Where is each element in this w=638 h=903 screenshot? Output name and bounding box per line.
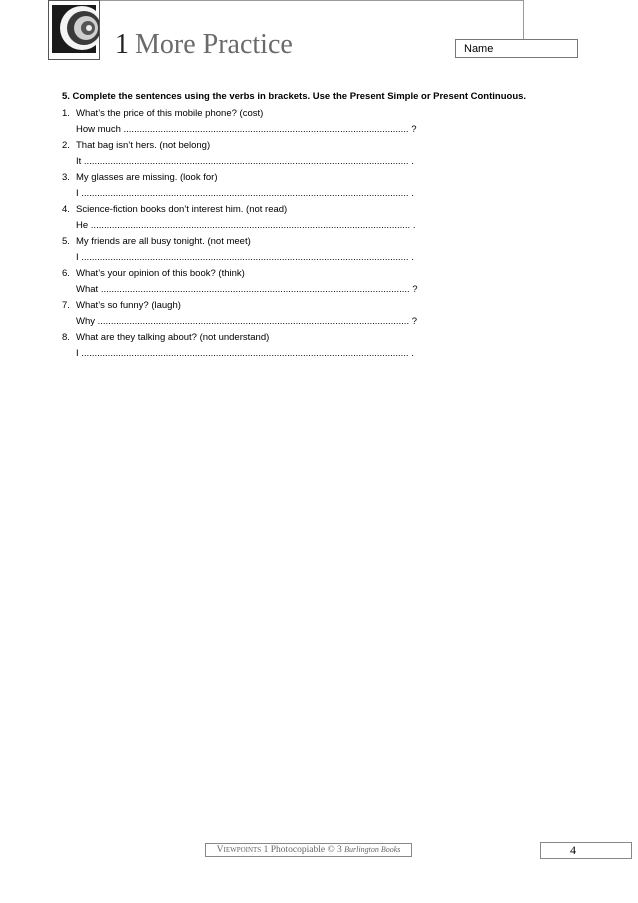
question-text: My friends are all busy tonight. (not meet): [76, 236, 251, 247]
question-line: [62, 266, 562, 282]
unit-number: 1: [115, 29, 129, 60]
answer-end: ?: [411, 124, 417, 135]
answer-start: How much: [76, 124, 121, 135]
answer-line[interactable]: [62, 250, 426, 266]
header-vertical-rule: [523, 0, 524, 40]
answer-start: I: [76, 348, 79, 359]
footer-credit: [205, 843, 412, 857]
answer-blank[interactable]: ............................................................................................................................: [81, 188, 409, 199]
footer-publisher: Burlington Books: [344, 845, 401, 854]
question-line: [62, 170, 562, 186]
name-label: Name: [464, 43, 494, 55]
question-text: What’s so funny? (laugh): [76, 300, 181, 311]
exercise-instruction: 5. Complete the sentences using the verbs in brackets. Use the Present Simple or Present Continuous.: [62, 91, 527, 102]
answer-blank[interactable]: .....................................................................................................................: [100, 284, 410, 295]
name-field[interactable]: [455, 39, 578, 58]
answer-end: ?: [412, 284, 418, 295]
footer-level: 1: [263, 845, 269, 855]
answer-end: .: [411, 156, 414, 167]
question-line: [62, 298, 562, 314]
question-line: [62, 202, 562, 218]
page-number-text: 4: [570, 843, 576, 857]
question-text: What are they talking about? (not understand): [76, 332, 270, 343]
page-title: [115, 27, 293, 63]
header-top-rule: [60, 0, 523, 1]
question-text: My glasses are missing. (look for): [76, 172, 218, 183]
page-number: [540, 842, 632, 859]
exercise-item: [62, 234, 562, 266]
exercise-item: [62, 138, 562, 170]
question-text: Science-fiction books don’t interest him. (not read): [76, 204, 288, 215]
answer-line[interactable]: [62, 154, 426, 170]
exercise-item: [62, 170, 562, 202]
answer-blank[interactable]: .........................................................................................................................: [90, 220, 411, 231]
answer-blank[interactable]: ......................................................................................................................: [97, 316, 410, 327]
answer-start: Why: [76, 316, 95, 327]
item-number: 6.: [62, 268, 70, 279]
item-number: 4.: [62, 204, 70, 215]
answer-line[interactable]: [62, 314, 426, 330]
answer-blank[interactable]: ............................................................................................................................: [81, 348, 409, 359]
answer-start: What: [76, 284, 99, 295]
item-number: 5.: [62, 236, 70, 247]
answer-blank[interactable]: ............................................................................................................: [123, 124, 409, 135]
question-line: [62, 138, 562, 154]
answer-start: I: [76, 252, 79, 263]
question-line: [62, 330, 562, 346]
answer-start: He: [76, 220, 89, 231]
answer-end: .: [411, 188, 414, 199]
answer-line[interactable]: [62, 346, 426, 362]
question-text: That bag isn’t hers. (not belong): [76, 140, 211, 151]
question-line: [62, 234, 562, 250]
exercise-item: [62, 298, 562, 330]
spiral-logo-icon: [48, 0, 100, 60]
answer-start: I: [76, 188, 79, 199]
exercise-item: [62, 202, 562, 234]
footer-photocopiable: Photocopiable: [270, 845, 326, 855]
exercise-items: [62, 106, 562, 362]
footer-series: Viewpoints: [216, 845, 262, 855]
answer-line[interactable]: [62, 218, 426, 234]
answer-end: ?: [411, 316, 418, 327]
item-number: 1.: [62, 108, 70, 119]
exercise-item: [62, 106, 562, 138]
answer-end: .: [411, 252, 414, 263]
answer-line[interactable]: [62, 282, 426, 298]
answer-blank[interactable]: ...........................................................................................................................: [83, 156, 409, 167]
exercise-item: [62, 330, 562, 362]
answer-line[interactable]: [62, 122, 426, 138]
answer-start: It: [76, 156, 82, 167]
title-text: More Practice: [135, 29, 293, 60]
exercise-item: [62, 266, 562, 298]
item-number: 2.: [62, 140, 70, 151]
item-number: 8.: [62, 332, 70, 343]
exercise: [62, 90, 562, 362]
question-text: What’s the price of this mobile phone? (cost): [76, 108, 264, 119]
footer-copyright: © 3: [327, 845, 342, 855]
answer-end: .: [411, 348, 414, 359]
answer-blank[interactable]: ............................................................................................................................: [81, 252, 409, 263]
item-number: 7.: [62, 300, 70, 311]
item-number: 3.: [62, 172, 70, 183]
answer-end: .: [412, 220, 416, 231]
answer-line[interactable]: [62, 186, 426, 202]
question-line: [62, 106, 562, 122]
question-text: What’s your opinion of this book? (think): [76, 268, 245, 279]
